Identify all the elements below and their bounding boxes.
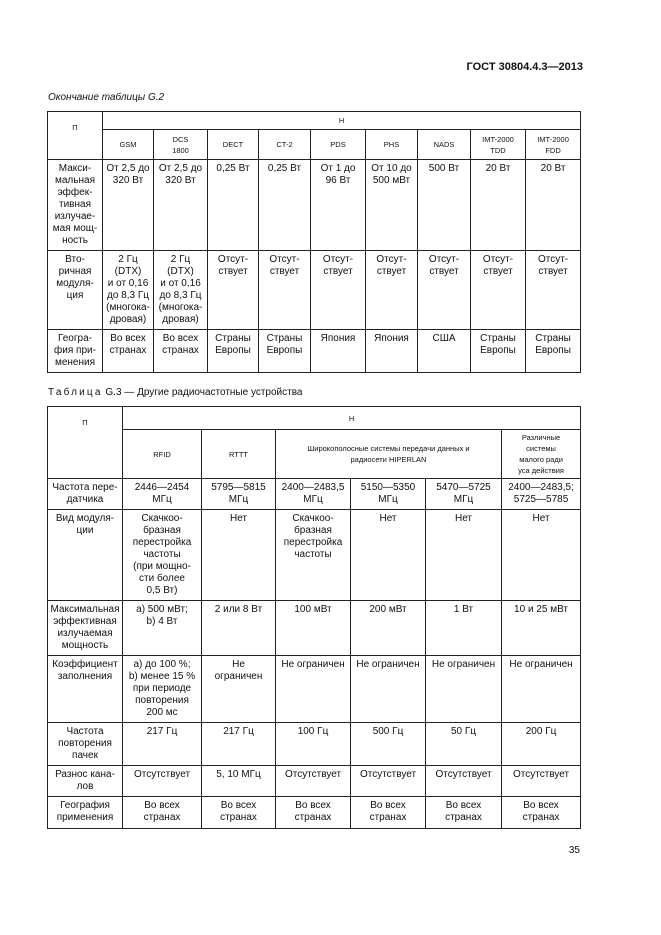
text-line: Разнос кана-	[55, 769, 115, 780]
text-line: менения	[54, 357, 96, 368]
table-cell	[426, 797, 502, 829]
text-line: 200 Гц	[525, 726, 557, 737]
text-line: ствует	[483, 266, 513, 277]
text-line: излучаемая	[57, 628, 113, 639]
text-line: уса действия	[518, 466, 564, 475]
table-g2-caption: Окончание таблицы G.2	[48, 92, 165, 103]
table-row	[48, 723, 581, 766]
row-label	[48, 510, 123, 601]
column-header	[123, 430, 202, 479]
text-line: малого ради	[519, 455, 563, 464]
text-line: ция	[66, 290, 84, 301]
table-cell	[351, 656, 426, 723]
table-cell	[502, 797, 581, 829]
text-line: 20 Вт	[540, 163, 566, 174]
text-line: Во всех	[370, 800, 406, 811]
column-header	[103, 130, 154, 160]
text-line: датчика	[66, 494, 104, 505]
text-line: ограничен	[214, 671, 263, 682]
table-cell	[208, 160, 259, 251]
table-row	[48, 479, 581, 510]
table-g2	[47, 111, 581, 373]
text-line: NADS	[433, 140, 455, 149]
row-label	[48, 330, 103, 373]
text-line: Отсутствует	[512, 769, 570, 780]
text-line: Скачкоо-	[141, 513, 183, 524]
text-line: ствует	[429, 266, 459, 277]
table-cell	[123, 656, 202, 723]
text-line: ричная	[58, 266, 92, 277]
text-line: Отсутствует	[133, 769, 191, 780]
group-header	[103, 112, 581, 130]
text-line: дровая)	[162, 314, 199, 325]
text-line: Европы	[535, 345, 571, 356]
table-cell	[426, 479, 502, 510]
table-cell	[351, 510, 426, 601]
text-line: 217 Гц	[146, 726, 178, 737]
text-line: МГц	[228, 494, 249, 505]
text-line: Различные	[521, 433, 561, 442]
text-line: эффективная	[53, 616, 117, 627]
text-line: От 1 до	[320, 163, 356, 174]
text-line: перестройка	[132, 537, 192, 548]
row-label	[48, 766, 123, 797]
column-header	[276, 430, 502, 479]
text-line: 20 Вт	[485, 163, 511, 174]
table-g3-caption-title: G.3 — Другие радиочастотные устройства	[102, 387, 303, 398]
table-cell	[426, 656, 502, 723]
table-row	[48, 160, 581, 251]
table-cell	[103, 251, 154, 330]
text-line: ствует	[269, 266, 300, 277]
table-row	[48, 601, 581, 656]
table-cell	[311, 330, 366, 373]
text-line: Нет	[229, 513, 248, 524]
text-line: Н	[338, 116, 345, 125]
text-line: Максимальная	[50, 604, 120, 615]
text-line: Отсут-	[482, 254, 514, 265]
text-line: 50 Гц	[450, 726, 477, 737]
text-line: 2 Гц	[170, 254, 191, 265]
text-line: Страны	[266, 333, 303, 344]
column-header	[311, 130, 366, 160]
text-line: RTTT	[228, 449, 249, 459]
text-line: RFID	[153, 449, 171, 459]
row-label	[48, 797, 123, 829]
text-line: 2446—2454	[134, 482, 190, 493]
table-row	[48, 510, 581, 601]
table-row	[48, 797, 581, 829]
text-line: 100 мВт	[294, 604, 332, 615]
text-line: Не ограничен	[431, 659, 496, 670]
table-cell	[351, 797, 426, 829]
table-cell	[276, 656, 351, 723]
text-line: излучае-	[54, 211, 96, 222]
table-cell	[366, 160, 418, 251]
row-label	[48, 479, 123, 510]
table-row	[48, 656, 581, 723]
table-cell	[526, 160, 581, 251]
table-cell	[103, 330, 154, 373]
row-label	[48, 251, 103, 330]
table-cell	[276, 601, 351, 656]
text-line: странах	[143, 812, 181, 823]
text-line: при периоде	[132, 683, 192, 694]
table-cell	[259, 330, 311, 373]
text-line: Не ограничен	[356, 659, 420, 670]
text-line: Отсутствует	[435, 769, 492, 780]
table-cell	[351, 479, 426, 510]
table-cell	[208, 330, 259, 373]
text-line: а) 500 мВт;	[136, 604, 188, 615]
text-line: мая мощ-	[52, 223, 98, 234]
text-line: География	[60, 800, 110, 811]
text-line: повторения	[135, 695, 189, 706]
text-line: 217 Гц	[223, 726, 254, 737]
text-line: странах	[445, 812, 482, 823]
text-line: и от 0,16	[107, 278, 149, 289]
text-line: IMT-2000	[482, 134, 514, 144]
table-cell	[351, 601, 426, 656]
text-line: IMT-2000	[537, 134, 569, 144]
text-line: фия при-	[54, 345, 96, 356]
text-line: странах	[522, 812, 560, 823]
table-cell	[154, 330, 208, 373]
text-line: GSM	[119, 140, 137, 149]
text-line: и от 0,16	[160, 278, 201, 289]
text-line: частоты	[294, 549, 332, 560]
document-id: ГОСТ 30804.4.3—2013	[466, 61, 583, 73]
text-line: П	[82, 418, 88, 427]
page-number: 35	[568, 845, 580, 856]
text-line: 1 Вт	[453, 604, 474, 615]
text-line: МГц	[378, 494, 398, 505]
table-cell	[202, 601, 276, 656]
text-line: МГц	[152, 494, 172, 505]
text-line: Европы	[215, 345, 251, 356]
text-line: странах	[220, 812, 257, 823]
text-line: DCS	[172, 134, 189, 144]
text-line: 5470—5725	[436, 482, 491, 493]
text-line: мощность	[61, 640, 109, 651]
table-cell	[351, 766, 426, 797]
text-line: От 2,5 до	[106, 163, 150, 174]
table-cell	[311, 160, 366, 251]
param-header	[48, 112, 103, 160]
text-line: 320 Вт	[112, 175, 144, 186]
text-line: Вто-	[65, 254, 85, 265]
text-line: 2400—2483,5;	[508, 482, 574, 493]
text-line: странах	[109, 345, 147, 356]
text-line: Отсут-	[269, 254, 300, 265]
text-line: Скачкоо-	[292, 513, 334, 524]
column-header	[366, 130, 418, 160]
text-line: ствует	[218, 266, 248, 277]
text-line: П	[72, 123, 78, 132]
text-line: Нет	[454, 513, 473, 524]
column-header	[418, 130, 471, 160]
text-line: 2 или 8 Вт	[214, 604, 263, 615]
text-line: Япония	[320, 333, 356, 344]
row-label	[48, 601, 123, 656]
text-line: Страны	[535, 333, 571, 344]
text-line: 5795—5815	[211, 482, 266, 493]
text-line: бразная	[143, 525, 181, 536]
param-header	[48, 407, 123, 479]
table-cell	[426, 510, 502, 601]
text-line: 5150—5350	[360, 482, 416, 493]
table-cell	[123, 601, 202, 656]
text-line: а) до 100 %;	[133, 659, 191, 670]
table-cell	[259, 160, 311, 251]
text-line: (DTX)	[167, 266, 194, 277]
text-line: Япония	[374, 333, 409, 344]
table-cell	[351, 723, 426, 766]
text-line: 500 Гц	[372, 726, 404, 737]
table-cell	[202, 766, 276, 797]
text-line: Макси-	[58, 163, 92, 174]
text-line: Отсут-	[428, 254, 460, 265]
group-header	[123, 407, 581, 430]
table-cell	[202, 510, 276, 601]
text-line: сти более	[139, 573, 185, 584]
table-cell	[502, 766, 581, 797]
text-line: МГц	[453, 494, 474, 505]
text-line: 10 и 25 мВт	[514, 604, 569, 615]
table-cell	[123, 723, 202, 766]
table-cell	[276, 766, 351, 797]
text-line: дровая)	[109, 314, 147, 325]
table-cell	[426, 723, 502, 766]
text-line: Во всех	[110, 333, 146, 344]
text-line: частоты	[143, 549, 181, 560]
text-line: до 8,3 Гц	[107, 290, 149, 301]
text-line: Отсут-	[376, 254, 407, 265]
text-line: 200 мс	[146, 707, 178, 718]
text-line: Нет	[379, 513, 397, 524]
text-line: Частота пере-	[52, 482, 118, 493]
text-line: Отсутствует	[284, 769, 342, 780]
table-row	[48, 330, 581, 373]
text-line: Во всех	[295, 800, 331, 811]
table-row	[48, 766, 581, 797]
text-line: Нет	[532, 513, 550, 524]
text-line: 5725—5785	[513, 494, 569, 505]
table-cell	[502, 601, 581, 656]
text-line: Страны	[215, 333, 251, 344]
text-line: странах	[162, 345, 199, 356]
table-cell	[311, 251, 366, 330]
table-cell	[418, 251, 471, 330]
text-line: странах	[294, 812, 332, 823]
table-cell	[426, 766, 502, 797]
row-label	[48, 656, 123, 723]
text-line: Не	[232, 659, 245, 670]
table-cell	[366, 251, 418, 330]
text-line: (DTX)	[114, 266, 142, 277]
text-line: PHS	[383, 140, 400, 149]
table-cell	[276, 510, 351, 601]
text-line: радиосети HIPERLAN	[350, 455, 427, 464]
text-line: пачек	[72, 750, 98, 761]
column-header	[154, 130, 208, 160]
text-line: Отсут-	[217, 254, 249, 265]
column-header	[259, 130, 311, 160]
table-cell	[471, 330, 526, 373]
text-line: 320 Вт	[165, 175, 196, 186]
text-line: МГц	[303, 494, 323, 505]
text-line: модуля-	[56, 278, 94, 289]
text-line: От 10 до	[371, 163, 412, 174]
text-line: применения	[56, 812, 114, 823]
text-line: 0,25 Вт	[267, 163, 302, 174]
table-cell	[276, 723, 351, 766]
text-line: 1800	[172, 145, 189, 155]
text-line: ствует	[376, 266, 407, 277]
text-line: (многока-	[106, 302, 150, 313]
table-cell	[418, 330, 471, 373]
text-line: лов	[76, 781, 94, 792]
text-line: Страны	[480, 333, 516, 344]
table-g3-caption-prefix: Таблица	[48, 387, 103, 398]
table-cell	[103, 160, 154, 251]
table-cell	[154, 160, 208, 251]
table-g3-caption	[48, 387, 302, 398]
table-cell	[418, 160, 471, 251]
text-line: ствует	[538, 266, 568, 277]
text-line: 100 Гц	[297, 726, 329, 737]
text-line: Коэффициент	[52, 659, 118, 670]
text-line: до 8,3 Гц	[159, 290, 202, 301]
table-cell	[259, 251, 311, 330]
table-cell	[526, 251, 581, 330]
text-line: 0,25 Вт	[216, 163, 250, 174]
text-line: перестройка	[283, 537, 343, 548]
text-line: Европы	[266, 345, 303, 356]
text-line: заполнения	[57, 671, 113, 682]
text-line: системы	[526, 444, 556, 453]
text-line: ции	[76, 525, 94, 536]
text-line: эффек-	[57, 187, 93, 198]
table-cell	[123, 797, 202, 829]
row-label	[48, 723, 123, 766]
text-line: Не ограничен	[509, 659, 573, 670]
text-line: Частота	[66, 726, 104, 737]
text-line: США	[432, 333, 456, 344]
text-line: 500 мВт	[372, 175, 411, 186]
text-line: 200 мВт	[369, 604, 407, 615]
table-g3	[47, 406, 581, 829]
text-line: Вид модуля-	[55, 513, 115, 524]
table-cell	[502, 656, 581, 723]
text-line: тивная	[59, 199, 91, 210]
text-line: Во всех	[445, 800, 482, 811]
text-line: странах	[369, 812, 407, 823]
text-line: Во всех	[144, 800, 180, 811]
text-line: 0,5 Вт)	[146, 585, 178, 596]
table-cell	[154, 251, 208, 330]
column-header	[208, 130, 259, 160]
text-line: (при мощно-	[133, 561, 191, 572]
table-cell	[276, 797, 351, 829]
text-line: Европы	[480, 345, 516, 356]
text-line: CT-2	[276, 140, 293, 149]
table-cell	[202, 797, 276, 829]
table-cell	[471, 251, 526, 330]
table-cell	[123, 766, 202, 797]
text-line: FDD	[545, 145, 561, 155]
text-line: повторения	[58, 738, 112, 749]
text-line: Во всех	[220, 800, 257, 811]
table-cell	[426, 601, 502, 656]
table-cell	[208, 251, 259, 330]
row-label	[48, 160, 103, 251]
text-line: От 2,5 до	[158, 163, 203, 174]
column-header	[471, 130, 526, 160]
text-line: 2 Гц	[118, 254, 138, 265]
table-cell	[202, 656, 276, 723]
text-line: b) менее 15 %	[128, 671, 196, 682]
table-row	[48, 251, 581, 330]
text-line: бразная	[294, 525, 332, 536]
table-cell	[123, 510, 202, 601]
text-line: PDS	[330, 140, 346, 149]
column-header	[502, 430, 581, 479]
text-line: b) 4 Вт	[146, 616, 178, 627]
text-line: ствует	[323, 266, 353, 277]
table-cell	[502, 723, 581, 766]
text-line: 2400—2483,5	[281, 482, 345, 493]
text-line: Геогра-	[58, 333, 92, 344]
column-header	[526, 130, 581, 160]
text-line: Отсут-	[322, 254, 354, 265]
text-line: 500 Вт	[428, 163, 460, 174]
text-line: (многока-	[158, 302, 203, 313]
text-line: мальная	[55, 175, 95, 186]
text-line: Во всех	[523, 800, 559, 811]
text-line: DECT	[222, 140, 244, 149]
table-cell	[276, 479, 351, 510]
text-line: Отсутствует	[359, 769, 417, 780]
text-line: 96 Вт	[325, 175, 351, 186]
text-line: Отсут-	[537, 254, 569, 265]
text-line: 5, 10 МГц	[216, 769, 261, 780]
table-cell	[366, 330, 418, 373]
table-cell	[526, 330, 581, 373]
table-cell	[502, 479, 581, 510]
text-line: Во всех	[162, 333, 199, 344]
table-cell	[502, 510, 581, 601]
text-line: ность	[62, 235, 88, 246]
table-cell	[202, 479, 276, 510]
table-cell	[471, 160, 526, 251]
text-line: Н	[348, 413, 355, 423]
text-line: Не ограничен	[281, 659, 345, 670]
table-cell	[123, 479, 202, 510]
text-line: Широкополосные системы передачи данных и	[307, 444, 470, 453]
text-line: TDD	[490, 145, 506, 155]
column-header	[202, 430, 276, 479]
table-cell	[202, 723, 276, 766]
